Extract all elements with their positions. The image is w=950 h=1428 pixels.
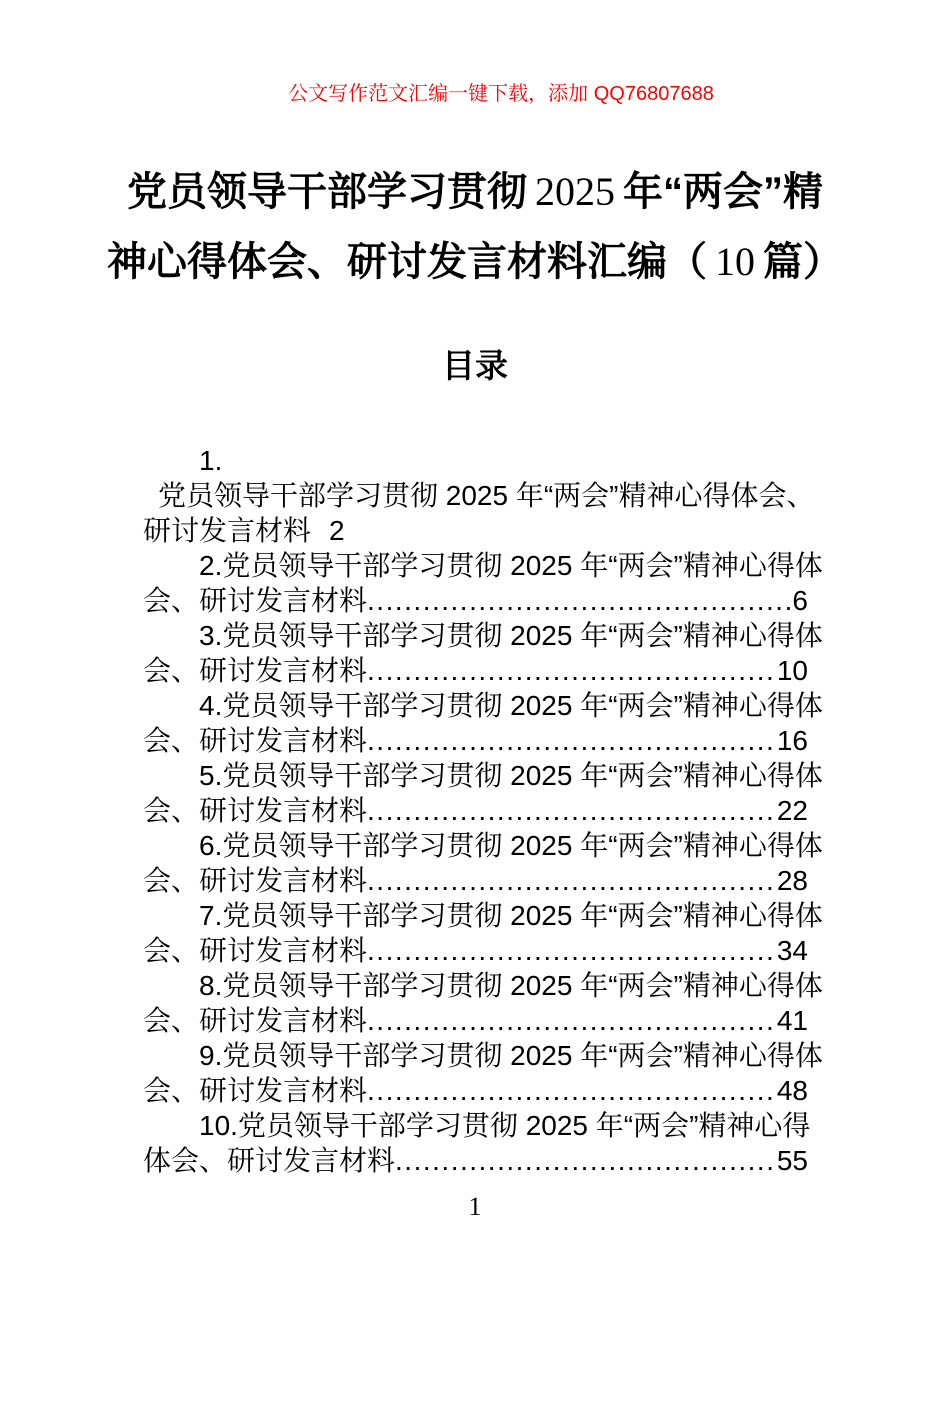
title-segment: 党员领导干部学习贯彻 [127, 170, 527, 214]
toc-entry-lastline [143, 723, 808, 758]
title-segment: 神心得体会、研讨发言材料汇编（ [107, 240, 707, 284]
toc-page-number: 41 [776, 1005, 808, 1036]
toc-page-number: 48 [776, 1075, 808, 1106]
document-title [0, 157, 950, 297]
toc-entry-text: 体会、研讨发言材料 [143, 1145, 396, 1176]
toc-entry-lastline [143, 653, 808, 688]
page-number: 1 [468, 1192, 482, 1221]
toc-entry-line: 5.党员领导干部学习贯彻 2025 年“两会”精神心得体 [199, 760, 823, 791]
title-segment: 年“两会”精 [623, 170, 823, 214]
toc-page-number: 28 [776, 865, 808, 896]
toc-entry-lastline [143, 1143, 808, 1178]
promo-banner-text: 公文写作范文汇编一键下载，添加 QQ76807688 [288, 83, 714, 105]
toc-entry-lastline [143, 863, 808, 898]
dot-leader [395, 1143, 777, 1178]
toc-entry-lastline [143, 933, 808, 968]
document-title-line [0, 227, 950, 297]
dot-leader [367, 1073, 777, 1108]
toc-item[interactable] [143, 968, 823, 1038]
toc-page-number: 34 [776, 935, 808, 966]
toc-entry-lastline [143, 1073, 808, 1108]
toc-page-number: 10 [776, 655, 808, 686]
toc-entry-lastline [143, 513, 808, 548]
toc-heading: 目录 [442, 347, 508, 384]
dot-leader [367, 793, 777, 828]
toc-entry-text: 会、研讨发言材料 [143, 585, 368, 616]
toc-entry-text: 会、研讨发言材料 [143, 795, 368, 826]
title-segment-latin: 2025 [535, 169, 615, 214]
table-of-contents [0, 443, 950, 1178]
toc-page-number: 2 [329, 515, 345, 546]
toc-entry-lastline [143, 1003, 808, 1038]
toc-entry-text: 会、研讨发言材料 [143, 865, 368, 896]
toc-item[interactable] [143, 688, 823, 758]
title-segment: 篇） [763, 240, 843, 284]
toc-entry-lastline [143, 583, 808, 618]
toc-entry-lastline [143, 793, 808, 828]
toc-entry-line: 4.党员领导干部学习贯彻 2025 年“两会”精神心得体 [199, 690, 823, 721]
toc-item[interactable] [143, 758, 823, 828]
dot-leader [367, 653, 777, 688]
toc-item[interactable] [143, 828, 823, 898]
toc-entry-text: 会、研讨发言材料 [143, 1005, 368, 1036]
toc-entry-text: 会、研讨发言材料 [143, 655, 368, 686]
toc-item[interactable] [143, 1108, 811, 1178]
toc-entry-line: 8.党员领导干部学习贯彻 2025 年“两会”精神心得体 [199, 970, 823, 1001]
title-segment-latin: 10 [715, 239, 755, 284]
toc-page-number: 55 [776, 1145, 808, 1176]
toc-entry-line: 1. [199, 445, 223, 476]
toc-page-number: 6 [792, 585, 808, 616]
toc-item[interactable] [143, 898, 823, 968]
toc-entry-line: 党员领导干部学习贯彻 2025 年“两会”精神心得体会、 [158, 480, 815, 511]
dot-leader [367, 863, 777, 898]
toc-item[interactable] [143, 618, 823, 688]
toc-entry-line: 3.党员领导干部学习贯彻 2025 年“两会”精神心得体 [199, 620, 823, 651]
toc-page-number: 16 [776, 725, 808, 756]
toc-entry-text: 会、研讨发言材料 [143, 725, 368, 756]
dot-leader [367, 723, 777, 758]
toc-item[interactable] [143, 548, 823, 618]
toc-entry-text: 会、研讨发言材料 [143, 935, 368, 966]
toc-entry-text: 会、研讨发言材料 [143, 1075, 368, 1106]
dot-leader [367, 583, 792, 618]
toc-page-number: 22 [776, 795, 808, 826]
dot-leader [367, 933, 777, 968]
dot-leader [367, 1003, 777, 1038]
toc-entry-line: 7.党员领导干部学习贯彻 2025 年“两会”精神心得体 [199, 900, 823, 931]
toc-item[interactable] [143, 443, 815, 548]
toc-entry-line: 6.党员领导干部学习贯彻 2025 年“两会”精神心得体 [199, 830, 823, 861]
toc-entry-text: 研讨发言材料 [143, 515, 312, 546]
document-title-line [0, 157, 950, 227]
toc-entry-line: 9.党员领导干部学习贯彻 2025 年“两会”精神心得体 [199, 1040, 823, 1071]
toc-entry-line: 2.党员领导干部学习贯彻 2025 年“两会”精神心得体 [199, 550, 823, 581]
document-page [0, 84, 950, 1222]
toc-item[interactable] [143, 1038, 823, 1108]
toc-entry-line: 10.党员领导干部学习贯彻 2025 年“两会”精神心得 [199, 1110, 811, 1141]
